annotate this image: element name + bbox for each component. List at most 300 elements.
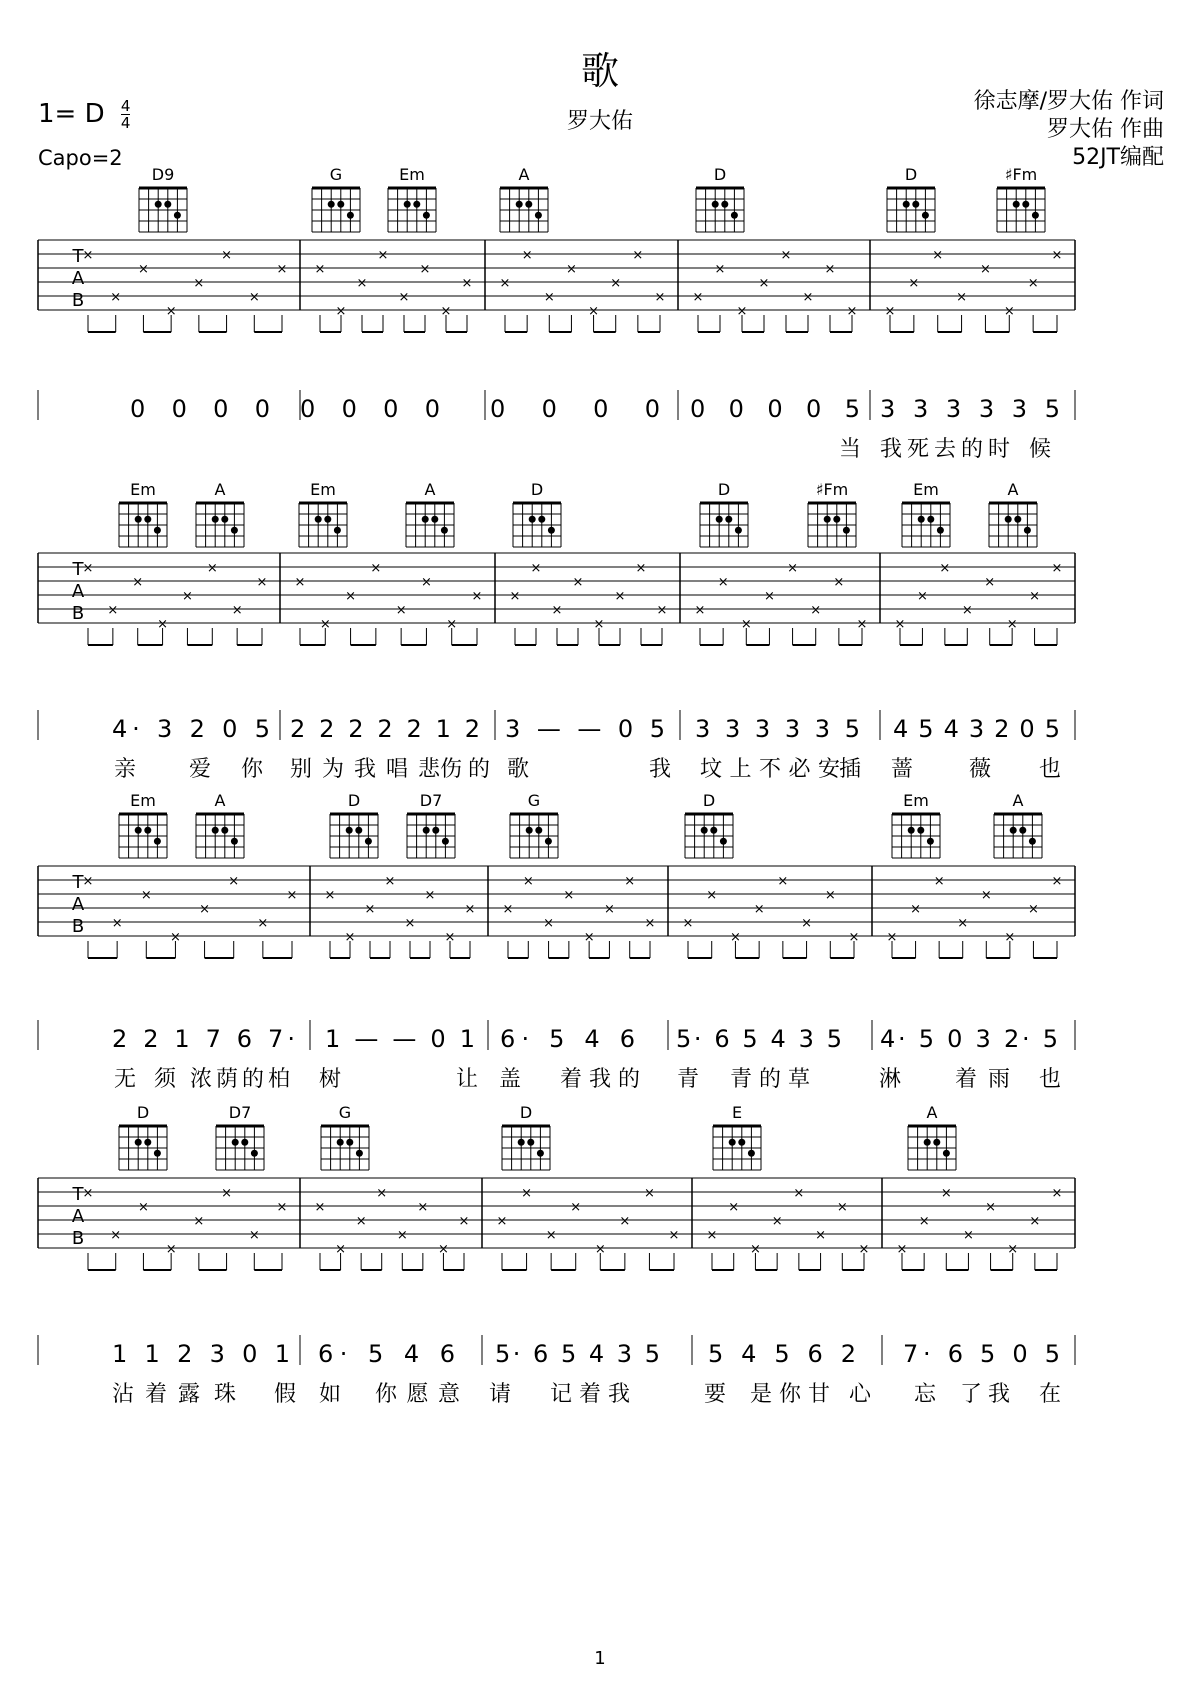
- tab-x-mark: ×: [355, 1214, 367, 1229]
- chord-diagram-7-dot: [833, 516, 840, 523]
- tab-x-mark: ×: [395, 603, 407, 618]
- lyric-text: 着雨: [955, 1067, 1010, 1092]
- lyric-text: 无: [113, 1067, 137, 1092]
- tab-x-mark: ×: [610, 276, 622, 291]
- tab-x-mark: ×: [132, 575, 144, 590]
- tab-x-mark: ×: [165, 1242, 177, 1257]
- jianpu-measure: 3 — — 0 5: [505, 715, 665, 743]
- tab-x-mark: ×: [1051, 1186, 1063, 1201]
- chord-diagram-4-dot: [423, 827, 430, 834]
- tab-x-mark: ×: [437, 1242, 449, 1257]
- tab-x-mark: ×: [565, 262, 577, 277]
- tab-x-mark: ×: [157, 617, 169, 632]
- tab-x-mark: ×: [717, 575, 729, 590]
- chord-diagram-9-label: A: [1007, 480, 1019, 499]
- chord-diagram-1-dot: [154, 1150, 161, 1157]
- tab-x-mark: ×: [736, 304, 748, 319]
- chord-diagram-7-label: ♯Fm: [1004, 165, 1038, 184]
- lyric-text: 你: [240, 757, 264, 782]
- tab-x-mark: ×: [846, 304, 858, 319]
- chord-diagram-7-dot: [843, 527, 850, 534]
- tab-x-mark: ×: [440, 304, 452, 319]
- chord-diagram-3-dot: [365, 838, 372, 845]
- tab-x-mark: ×: [140, 888, 152, 903]
- chord-diagram-4-label: A: [424, 480, 436, 499]
- chord-diagram-3-dot: [355, 827, 362, 834]
- tab-x-mark: ×: [82, 561, 94, 576]
- tab-x-mark: ×: [1003, 304, 1015, 319]
- chord-diagram-2-dot: [221, 516, 228, 523]
- tab-letter: T: [72, 246, 84, 267]
- lyric-text: 坟上不必安: [700, 757, 840, 782]
- chord-diagram-1-dot: [174, 212, 181, 219]
- tab-letter: B: [71, 603, 85, 624]
- chord-diagram-1-dot: [155, 201, 162, 208]
- tab-x-mark: ×: [603, 902, 615, 917]
- tab-x-mark: ×: [824, 888, 836, 903]
- chord-diagram-7-dot: [1022, 201, 1029, 208]
- tab-x-mark: ×: [248, 1228, 260, 1243]
- lyric-text: 让: [455, 1067, 479, 1092]
- tab-x-mark: ×: [984, 575, 996, 590]
- chord-diagram-8-dot: [937, 527, 944, 534]
- tab-x-mark: ×: [1006, 617, 1018, 632]
- chord-diagram-4-dot: [525, 201, 532, 208]
- chord-diagram-4-dot: [442, 838, 449, 845]
- chord-diagram-6-dot: [903, 201, 910, 208]
- tab-x-mark: ×: [729, 930, 741, 945]
- lyric-text: 在: [1038, 1382, 1062, 1407]
- tab-x-mark: ×: [614, 589, 626, 604]
- chord-diagram-5-dot: [721, 201, 728, 208]
- tab-letter: B: [71, 290, 85, 311]
- tab-x-mark: ×: [530, 561, 542, 576]
- tab-x-mark: ×: [624, 874, 636, 889]
- chord-diagram-3-label: D: [347, 791, 361, 810]
- tab-x-mark: ×: [1027, 902, 1039, 917]
- tab-letter: A: [71, 581, 85, 602]
- tab-x-mark: ×: [165, 304, 177, 319]
- tab-letter: A: [71, 894, 85, 915]
- chord-diagram-8-dot: [927, 516, 934, 523]
- tab-x-mark: ×: [344, 930, 356, 945]
- chord-diagram-5-label: D: [713, 165, 727, 184]
- chord-diagram-2-dot: [347, 212, 354, 219]
- chord-diagram-3-dot: [346, 1139, 353, 1146]
- chord-diagram-1-dot: [135, 827, 142, 834]
- tab-x-mark: ×: [417, 1200, 429, 1215]
- chord-diagram-4-dot: [422, 516, 429, 523]
- tab-x-mark: ×: [563, 888, 575, 903]
- jianpu-measure: 6· 5 4 6: [318, 1340, 455, 1368]
- chord-diagram-6-dot: [943, 1150, 950, 1157]
- tab-letter: B: [71, 1228, 85, 1249]
- chord-diagram-2-dot: [212, 827, 219, 834]
- chord-diagram-3-dot: [315, 516, 322, 523]
- tab-x-mark: ×: [82, 874, 94, 889]
- tab-x-mark: ×: [918, 1214, 930, 1229]
- chord-diagram-5-dot: [535, 827, 542, 834]
- lyric-text: 青的草: [730, 1067, 810, 1092]
- lyric-text: 当: [838, 437, 862, 462]
- chord-diagram-3-label: Em: [399, 165, 425, 184]
- chord-diagram-3-dot: [334, 527, 341, 534]
- page-number: 1: [594, 1648, 606, 1669]
- tab-letter: B: [71, 916, 85, 937]
- chord-diagram-9-dot: [1024, 527, 1031, 534]
- chord-diagram-2-label: G: [329, 165, 343, 184]
- chord-diagram-1-label: Em: [130, 480, 156, 499]
- lyric-text: 伤的: [440, 757, 490, 782]
- chord-diagram-5-dot: [712, 201, 719, 208]
- chord-diagram-6-dot: [716, 516, 723, 523]
- tab-x-mark: ×: [111, 916, 123, 931]
- chord-diagram-4-dot: [431, 516, 438, 523]
- lyric-text: 着我的: [560, 1067, 640, 1092]
- lyric-text: 假: [273, 1382, 297, 1407]
- lyric-text: 蔷: [890, 757, 914, 782]
- tab-x-mark: ×: [458, 1214, 470, 1229]
- tab-x-mark: ×: [957, 916, 969, 931]
- tab-x-mark: ×: [728, 1200, 740, 1215]
- tab-x-mark: ×: [1007, 1242, 1019, 1257]
- tab-x-mark: ×: [110, 290, 122, 305]
- chord-diagram-2-label: A: [214, 480, 226, 499]
- jianpu-measure: 5· 6 5 4 3 5: [495, 1340, 660, 1368]
- tab-x-mark: ×: [979, 262, 991, 277]
- tab-x-mark: ×: [420, 575, 432, 590]
- lyric-text: 珠: [213, 1382, 237, 1407]
- chord-diagram-8-label: Em: [913, 480, 939, 499]
- jianpu-measure: 2 2 2 2 2 1 2: [290, 715, 480, 743]
- tab-x-mark: ×: [956, 290, 968, 305]
- tab-x-mark: ×: [763, 589, 775, 604]
- chord-diagram-5-dot: [729, 1139, 736, 1146]
- tab-x-mark: ×: [910, 902, 922, 917]
- tab-x-mark: ×: [619, 1214, 631, 1229]
- chord-diagram-5-label: E: [731, 1103, 743, 1122]
- chord-diagram-5-dot: [545, 838, 552, 845]
- tab-letter: T: [72, 1184, 84, 1205]
- lyric-text: 也: [1038, 757, 1062, 782]
- chord-diagram-2-dot: [221, 827, 228, 834]
- chord-diagram-2-dot: [337, 201, 344, 208]
- tab-x-mark: ×: [916, 589, 928, 604]
- chord-diagram-2-label: D7: [228, 1103, 252, 1122]
- tab-x-mark: ×: [521, 1186, 533, 1201]
- chord-diagram-3-dot: [337, 1139, 344, 1146]
- tab-x-mark: ×: [570, 1200, 582, 1215]
- tab-x-mark: ×: [793, 1186, 805, 1201]
- tab-x-mark: ×: [82, 1186, 94, 1201]
- chord-diagram-7-dot: [917, 827, 924, 834]
- chord-diagram-3-dot: [324, 516, 331, 523]
- tab-x-mark: ×: [206, 561, 218, 576]
- chord-diagram-5-dot: [538, 516, 545, 523]
- tab-x-mark: ×: [694, 603, 706, 618]
- tab-x-mark: ×: [1051, 874, 1063, 889]
- jianpu-measure: 0 0 0 0: [300, 395, 440, 423]
- tab-x-mark: ×: [777, 874, 789, 889]
- chord-diagram-3-dot: [423, 212, 430, 219]
- tab-letter: A: [71, 268, 85, 289]
- tab-x-mark: ×: [1029, 1214, 1041, 1229]
- chord-diagram-2-dot: [241, 1139, 248, 1146]
- chord-diagram-5-dot: [548, 527, 555, 534]
- chord-diagram-1-dot: [144, 516, 151, 523]
- chord-diagram-5-dot: [526, 827, 533, 834]
- lyric-text: 别为我唱悲: [290, 757, 440, 782]
- time-sig-bottom: 4: [120, 114, 131, 132]
- lyric-text: 也: [1038, 1067, 1062, 1092]
- chord-diagram-7-dot: [1013, 201, 1020, 208]
- tab-x-mark: ×: [286, 888, 298, 903]
- chord-diagram-1-label: D: [136, 1103, 150, 1122]
- tab-x-mark: ×: [656, 603, 668, 618]
- chord-diagram-6-dot: [735, 527, 742, 534]
- capo-label: Capo=2: [38, 146, 123, 170]
- jianpu-measure: 2 2 1 7 6 7·: [112, 1025, 295, 1053]
- jianpu-measure: 4 5 4 3 2 0 5: [893, 715, 1060, 743]
- chord-diagram-3-dot: [413, 201, 420, 208]
- lyric-text: 候: [1028, 437, 1052, 462]
- chord-diagram-6-dot: [720, 838, 727, 845]
- chord-diagram-6-dot: [912, 201, 919, 208]
- chord-diagram-5-label: G: [527, 791, 541, 810]
- tab-x-mark: ×: [521, 248, 533, 263]
- tab-x-mark: ×: [802, 290, 814, 305]
- tab-x-mark: ×: [588, 304, 600, 319]
- chord-diagram-4-label: D: [519, 1103, 533, 1122]
- tab-x-mark: ×: [896, 1242, 908, 1257]
- chord-diagram-2-dot: [231, 527, 238, 534]
- chord-diagram-2-label: A: [214, 791, 226, 810]
- chord-diagram-4-dot: [537, 1150, 544, 1157]
- tab-x-mark: ×: [221, 1186, 233, 1201]
- chord-diagram-6-dot: [701, 827, 708, 834]
- tab-x-mark: ×: [370, 561, 382, 576]
- tab-x-mark: ×: [221, 248, 233, 263]
- tab-x-mark: ×: [181, 589, 193, 604]
- tab-x-mark: ×: [594, 1242, 606, 1257]
- tab-x-mark: ×: [169, 930, 181, 945]
- lyric-text: 请: [488, 1382, 512, 1407]
- chord-diagram-3-dot: [356, 1150, 363, 1157]
- chord-diagram-5-dot: [738, 1139, 745, 1146]
- tab-x-mark: ×: [364, 902, 376, 917]
- lyric-text: 薇: [968, 757, 992, 782]
- tab-x-mark: ×: [543, 916, 555, 931]
- chord-diagram-6-label: A: [926, 1103, 938, 1122]
- lyric-text: 浓荫的柏: [190, 1067, 290, 1092]
- tab-x-mark: ×: [545, 1228, 557, 1243]
- credit-composer: 罗大佑 作曲: [1047, 117, 1164, 142]
- chord-diagram-6-label: D: [702, 791, 716, 810]
- chord-diagram-2-dot: [328, 201, 335, 208]
- tab-x-mark: ×: [446, 617, 458, 632]
- tab-x-mark: ×: [256, 575, 268, 590]
- tab-x-mark: ×: [110, 1228, 122, 1243]
- jianpu-measure: 1 — — 0 1: [325, 1025, 475, 1053]
- jianpu-measure: 6· 5 4 6: [500, 1025, 635, 1053]
- chord-diagram-9-dot: [1014, 516, 1021, 523]
- chord-diagram-8-dot: [1010, 827, 1017, 834]
- tab-x-mark: ×: [193, 276, 205, 291]
- tab-x-mark: ×: [248, 290, 260, 305]
- tab-x-mark: ×: [424, 888, 436, 903]
- chord-diagram-5-dot: [748, 1150, 755, 1157]
- tab-x-mark: ×: [461, 276, 473, 291]
- tab-x-mark: ×: [471, 589, 483, 604]
- tab-x-mark: ×: [276, 1200, 288, 1215]
- tab-x-mark: ×: [714, 262, 726, 277]
- tab-x-mark: ×: [1004, 930, 1016, 945]
- chord-diagram-6-dot: [725, 516, 732, 523]
- tab-x-mark: ×: [801, 916, 813, 931]
- tab-x-mark: ×: [464, 902, 476, 917]
- chord-diagram-1-label: Em: [130, 791, 156, 810]
- tab-x-mark: ×: [632, 248, 644, 263]
- tab-x-mark: ×: [815, 1228, 827, 1243]
- tab-x-mark: ×: [502, 902, 514, 917]
- chord-diagram-4-dot: [441, 527, 448, 534]
- tab-x-mark: ×: [1029, 589, 1041, 604]
- tab-x-mark: ×: [932, 248, 944, 263]
- tab-x-mark: ×: [749, 1242, 761, 1257]
- chord-diagram-6-label: D: [717, 480, 731, 499]
- tab-x-mark: ×: [706, 1228, 718, 1243]
- tab-x-mark: ×: [444, 930, 456, 945]
- jianpu-measure: 7· 6 5 0 5: [903, 1340, 1060, 1368]
- tab-x-mark: ×: [836, 1200, 848, 1215]
- tab-x-mark: ×: [345, 589, 357, 604]
- tab-x-mark: ×: [398, 290, 410, 305]
- lyric-text: 树: [318, 1067, 342, 1092]
- tab-letter: T: [72, 559, 84, 580]
- tab-x-mark: ×: [228, 874, 240, 889]
- chord-diagram-8-dot: [918, 516, 925, 523]
- lyric-text: 亲: [113, 757, 137, 782]
- tab-x-mark: ×: [856, 617, 868, 632]
- key-label: 1= D: [38, 99, 105, 129]
- tab-x-mark: ×: [314, 1200, 326, 1215]
- tab-x-mark: ×: [231, 603, 243, 618]
- chord-diagram-4-dot: [518, 1139, 525, 1146]
- tab-x-mark: ×: [908, 276, 920, 291]
- tab-x-mark: ×: [319, 617, 331, 632]
- tab-x-mark: ×: [551, 603, 563, 618]
- tab-x-mark: ×: [810, 603, 822, 618]
- chord-diagram-6-dot: [922, 212, 929, 219]
- chord-diagram-7-dot: [927, 838, 934, 845]
- tab-x-mark: ×: [884, 304, 896, 319]
- lyric-text: 须: [153, 1067, 177, 1092]
- chord-diagram-7-label: Em: [903, 791, 929, 810]
- tab-x-mark: ×: [635, 561, 647, 576]
- lyric-text: 淋: [878, 1067, 902, 1092]
- chord-diagram-6-dot: [933, 1139, 940, 1146]
- chord-diagram-4-dot: [535, 212, 542, 219]
- jianpu-measure: 0 0 0 0 5: [690, 395, 860, 423]
- jianpu-measure: 5· 6 5 4 3 5: [676, 1025, 842, 1053]
- credit-lyricist: 徐志摩/罗大佑 作词: [973, 89, 1164, 114]
- tab-x-mark: ×: [654, 290, 666, 305]
- tab-x-mark: ×: [593, 617, 605, 632]
- chord-diagram-7-dot: [824, 516, 831, 523]
- artist-name: 罗大佑: [566, 109, 633, 134]
- jianpu-measure: 3 3 3 3 3 5: [880, 395, 1060, 423]
- jianpu-measure: 0 0 0 0: [490, 395, 660, 423]
- chord-diagram-8-dot: [1019, 827, 1026, 834]
- chord-diagram-4-dot: [527, 1139, 534, 1146]
- tab-x-mark: ×: [257, 916, 269, 931]
- chord-diagram-7-dot: [1032, 212, 1039, 219]
- tab-x-mark: ×: [335, 1242, 347, 1257]
- chord-diagram-6-label: D: [904, 165, 918, 184]
- tab-x-mark: ×: [396, 1228, 408, 1243]
- tab-x-mark: ×: [962, 1228, 974, 1243]
- tab-x-mark: ×: [886, 930, 898, 945]
- tab-x-mark: ×: [644, 916, 656, 931]
- tab-x-mark: ×: [933, 874, 945, 889]
- tab-letter: A: [71, 1206, 85, 1227]
- lyric-text: 记着我: [550, 1382, 630, 1407]
- chord-diagram-1-dot: [144, 827, 151, 834]
- lyric-text: 是你甘: [750, 1382, 830, 1407]
- chord-diagram-1-label: D9: [151, 165, 175, 184]
- tab-x-mark: ×: [377, 248, 389, 263]
- tab-x-mark: ×: [894, 617, 906, 632]
- tab-x-mark: ×: [985, 1200, 997, 1215]
- chord-diagram-1-dot: [144, 1139, 151, 1146]
- chord-diagram-3-label: G: [338, 1103, 352, 1122]
- tab-x-mark: ×: [1027, 276, 1039, 291]
- chord-diagram-1-dot: [135, 1139, 142, 1146]
- tab-x-mark: ×: [384, 874, 396, 889]
- chord-diagram-2-dot: [231, 838, 238, 845]
- jianpu-measure: 4· 5 0 3 2· 5: [880, 1025, 1058, 1053]
- tab-x-mark: ×: [376, 1186, 388, 1201]
- tab-x-mark: ×: [82, 248, 94, 263]
- lyric-text: 沾着露: [112, 1382, 200, 1407]
- tab-x-mark: ×: [740, 617, 752, 632]
- tab-x-mark: ×: [314, 262, 326, 277]
- tab-x-mark: ×: [199, 902, 211, 917]
- jianpu-measure: 0 0 0 0: [130, 395, 270, 423]
- chord-diagram-9-dot: [1005, 516, 1012, 523]
- chord-diagram-2-dot: [212, 516, 219, 523]
- tab-x-mark: ×: [706, 888, 718, 903]
- tab-x-mark: ×: [324, 888, 336, 903]
- tab-x-mark: ×: [137, 1200, 149, 1215]
- chord-diagram-6-dot: [710, 827, 717, 834]
- chord-diagram-3-dot: [346, 827, 353, 834]
- chord-diagram-8-dot: [1029, 838, 1036, 845]
- chord-diagram-4-label: A: [518, 165, 530, 184]
- tab-letter: T: [72, 872, 84, 893]
- tab-x-mark: ×: [787, 561, 799, 576]
- chord-diagram-2-dot: [251, 1150, 258, 1157]
- lyric-text: 我: [648, 757, 672, 782]
- tab-x-mark: ×: [276, 262, 288, 277]
- song-title: 歌: [580, 49, 619, 93]
- tab-x-mark: ×: [193, 1214, 205, 1229]
- chord-diagram-1-dot: [164, 201, 171, 208]
- tab-x-mark: ×: [753, 902, 765, 917]
- chord-diagram-7-label: ♯Fm: [815, 480, 849, 499]
- tab-x-mark: ×: [294, 575, 306, 590]
- tab-x-mark: ×: [335, 304, 347, 319]
